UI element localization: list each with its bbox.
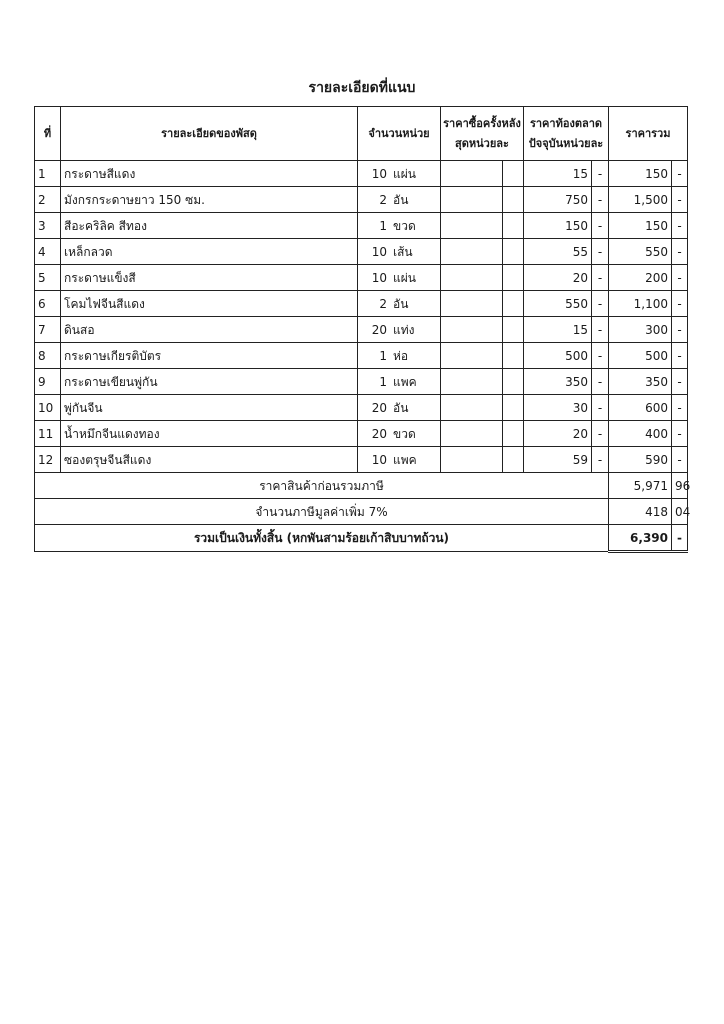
- row-description: กระดาษแข็งสี: [61, 265, 358, 291]
- row-unit: เส้น: [393, 244, 413, 259]
- row-quantity-cell: [358, 421, 441, 447]
- row-number: 12: [35, 447, 61, 473]
- row-total: 1,500: [609, 187, 672, 213]
- row-total-satang: -: [672, 161, 688, 187]
- row-market-price-satang: -: [592, 317, 609, 343]
- row-description: สีอะคริลิค สีทอง: [61, 213, 358, 239]
- row-total-satang: -: [672, 213, 688, 239]
- row-last-price: [441, 239, 503, 265]
- row-last-price-satang: [503, 317, 524, 343]
- table-row: [35, 343, 688, 369]
- row-description: น้ำหมึกจีนแดงทอง: [61, 421, 358, 447]
- row-quantity: 20: [371, 400, 387, 415]
- row-last-price-satang: [503, 239, 524, 265]
- row-market-price: 30: [524, 395, 592, 421]
- row-quantity: 10: [371, 270, 387, 285]
- row-number: 5: [35, 265, 61, 291]
- grand-total-satang: -: [672, 525, 688, 552]
- row-last-price: [441, 187, 503, 213]
- row-unit: อัน: [393, 192, 409, 207]
- grand-total-label: รวมเป็นเงินทั้งสิ้น (หกพันสามร้อยเก้าสิบบาทถ้วน): [35, 525, 609, 552]
- table-row: [35, 421, 688, 447]
- row-quantity-cell: [358, 239, 441, 265]
- row-description: กระดาษสีแดง: [61, 161, 358, 187]
- row-unit: แผ่น: [393, 166, 416, 181]
- header-description: รายละเอียดของพัสดุ: [61, 107, 358, 161]
- row-market-price-satang: -: [592, 395, 609, 421]
- row-total: 150: [609, 161, 672, 187]
- row-market-price-satang: -: [592, 421, 609, 447]
- row-market-price: 15: [524, 317, 592, 343]
- row-market-price: 15: [524, 161, 592, 187]
- row-last-price: [441, 317, 503, 343]
- row-market-price: 20: [524, 421, 592, 447]
- row-last-price-satang: [503, 213, 524, 239]
- table-row: [35, 447, 688, 473]
- header-total: ราคารวม: [609, 107, 688, 161]
- row-description: ดินสอ: [61, 317, 358, 343]
- row-quantity-cell: [358, 161, 441, 187]
- row-total-satang: -: [672, 317, 688, 343]
- row-market-price: 20: [524, 265, 592, 291]
- grand-total-row: [35, 525, 688, 552]
- row-quantity-cell: [358, 447, 441, 473]
- row-description: มังกรกระดาษยาว 150 ซม.: [61, 187, 358, 213]
- subtotal-label: ราคาสินค้าก่อนรวมภาษี: [35, 473, 609, 499]
- row-quantity: 10: [371, 244, 387, 259]
- row-last-price: [441, 447, 503, 473]
- row-market-price: 750: [524, 187, 592, 213]
- row-total-satang: -: [672, 343, 688, 369]
- row-market-price: 350: [524, 369, 592, 395]
- row-total: 400: [609, 421, 672, 447]
- row-total-satang: -: [672, 421, 688, 447]
- row-total: 200: [609, 265, 672, 291]
- row-market-price-satang: -: [592, 369, 609, 395]
- row-last-price-satang: [503, 343, 524, 369]
- row-number: 9: [35, 369, 61, 395]
- vat-row: [35, 499, 688, 525]
- row-market-price-satang: -: [592, 291, 609, 317]
- row-number: 3: [35, 213, 61, 239]
- row-total: 550: [609, 239, 672, 265]
- row-market-price: 55: [524, 239, 592, 265]
- row-last-price-satang: [503, 369, 524, 395]
- row-number: 10: [35, 395, 61, 421]
- subtotal-row: [35, 473, 688, 499]
- row-market-price: 550: [524, 291, 592, 317]
- table-row: [35, 213, 688, 239]
- vat-satang: 04: [672, 499, 688, 525]
- row-total: 300: [609, 317, 672, 343]
- row-unit: แพค: [393, 452, 417, 467]
- row-description: พู่กันจีน: [61, 395, 358, 421]
- row-unit: แท่ง: [393, 322, 415, 337]
- header-quantity: จำนวนหน่วย: [358, 107, 441, 161]
- row-total: 600: [609, 395, 672, 421]
- row-market-price: 59: [524, 447, 592, 473]
- row-description: กระดาษเกียรติบัตร: [61, 343, 358, 369]
- header-last-price: ราคาซื้อครั้งหลังสุดหน่วยละ: [441, 107, 524, 161]
- row-last-price-satang: [503, 395, 524, 421]
- row-total-satang: -: [672, 447, 688, 473]
- row-number: 7: [35, 317, 61, 343]
- subtotal-value: 5,971: [609, 473, 672, 499]
- table-row: [35, 239, 688, 265]
- row-market-price: 150: [524, 213, 592, 239]
- row-quantity-cell: [358, 369, 441, 395]
- row-last-price: [441, 265, 503, 291]
- header-market-price: ราคาท้องตลาดปัจจุบันหน่วยละ: [524, 107, 609, 161]
- row-number: 2: [35, 187, 61, 213]
- table-row: [35, 291, 688, 317]
- row-total: 1,100: [609, 291, 672, 317]
- row-last-price-satang: [503, 421, 524, 447]
- row-quantity: 2: [379, 192, 387, 207]
- row-total: 590: [609, 447, 672, 473]
- row-market-price: 500: [524, 343, 592, 369]
- row-unit: แผ่น: [393, 270, 416, 285]
- row-description: โคมไฟจีนสีแดง: [61, 291, 358, 317]
- row-number: 11: [35, 421, 61, 447]
- row-quantity-cell: [358, 317, 441, 343]
- row-total-satang: -: [672, 239, 688, 265]
- row-unit: ขวด: [393, 218, 416, 233]
- row-last-price: [441, 291, 503, 317]
- row-quantity-cell: [358, 291, 441, 317]
- row-total-satang: -: [672, 187, 688, 213]
- row-number: 4: [35, 239, 61, 265]
- table-body: [35, 161, 688, 473]
- row-quantity-cell: [358, 343, 441, 369]
- row-quantity: 10: [371, 166, 387, 181]
- row-last-price-satang: [503, 187, 524, 213]
- row-last-price-satang: [503, 265, 524, 291]
- row-market-price-satang: -: [592, 187, 609, 213]
- row-description: เหล็กลวด: [61, 239, 358, 265]
- row-total-satang: -: [672, 395, 688, 421]
- row-unit: ขวด: [393, 426, 416, 441]
- row-quantity: 20: [371, 322, 387, 337]
- row-market-price-satang: -: [592, 265, 609, 291]
- row-last-price: [441, 213, 503, 239]
- row-total-satang: -: [672, 291, 688, 317]
- row-description: ซองตรุษจีนสีแดง: [61, 447, 358, 473]
- table-header-row: [35, 107, 688, 161]
- row-number: 6: [35, 291, 61, 317]
- row-number: 8: [35, 343, 61, 369]
- row-total-satang: -: [672, 369, 688, 395]
- table-row: [35, 265, 688, 291]
- row-last-price: [441, 161, 503, 187]
- row-quantity-cell: [358, 395, 441, 421]
- row-description: กระดาษเขียนพู่กัน: [61, 369, 358, 395]
- table-row: [35, 187, 688, 213]
- row-total-satang: -: [672, 265, 688, 291]
- table-row: [35, 369, 688, 395]
- row-market-price-satang: -: [592, 343, 609, 369]
- header-no: ที่: [35, 107, 61, 161]
- row-quantity-cell: [358, 187, 441, 213]
- row-quantity: 1: [379, 348, 387, 363]
- row-last-price-satang: [503, 161, 524, 187]
- vat-value: 418: [609, 499, 672, 525]
- row-quantity: 1: [379, 374, 387, 389]
- row-last-price-satang: [503, 291, 524, 317]
- row-quantity-cell: [358, 213, 441, 239]
- row-total: 150: [609, 213, 672, 239]
- row-quantity: 20: [371, 426, 387, 441]
- row-unit: อัน: [393, 400, 409, 415]
- row-last-price-satang: [503, 447, 524, 473]
- row-last-price: [441, 395, 503, 421]
- row-market-price-satang: -: [592, 447, 609, 473]
- row-unit: ห่อ: [393, 348, 409, 363]
- row-quantity: 1: [379, 218, 387, 233]
- row-last-price: [441, 369, 503, 395]
- row-total: 350: [609, 369, 672, 395]
- table-row: [35, 395, 688, 421]
- row-market-price-satang: -: [592, 239, 609, 265]
- row-quantity-cell: [358, 265, 441, 291]
- table-row: [35, 317, 688, 343]
- grand-total-value: 6,390: [609, 525, 672, 552]
- row-last-price: [441, 421, 503, 447]
- row-total: 500: [609, 343, 672, 369]
- row-quantity: 10: [371, 452, 387, 467]
- row-last-price: [441, 343, 503, 369]
- subtotal-satang: 96: [672, 473, 688, 499]
- table-row: [35, 161, 688, 187]
- row-quantity: 2: [379, 296, 387, 311]
- row-unit: แพค: [393, 374, 417, 389]
- document-title: รายละเอียดที่แนบ: [308, 80, 416, 96]
- vat-label: จำนวนภาษีมูลค่าเพิ่ม 7%: [35, 499, 609, 525]
- row-number: 1: [35, 161, 61, 187]
- row-market-price-satang: -: [592, 213, 609, 239]
- items-table: [34, 106, 691, 553]
- row-unit: อัน: [393, 296, 409, 311]
- row-market-price-satang: -: [592, 161, 609, 187]
